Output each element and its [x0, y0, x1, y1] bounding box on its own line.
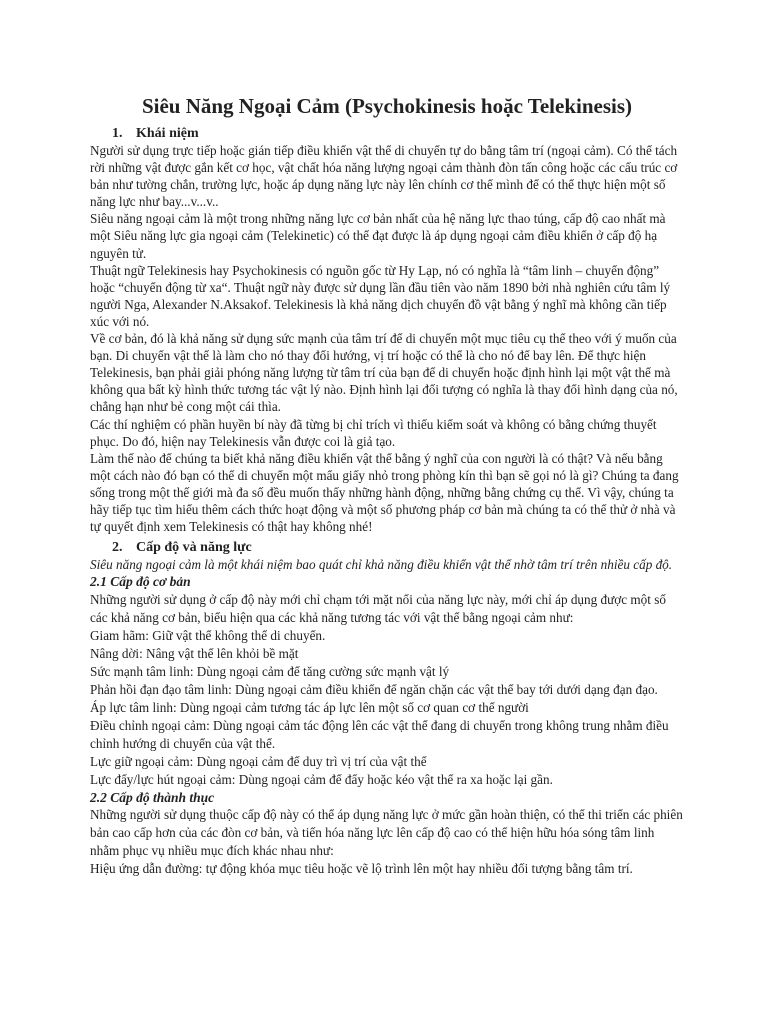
paragraph: Thuật ngữ Telekinesis hay Psychokinesis có nguồn gốc từ Hy Lạp, nó có nghĩa là “tâm linh – chuyển động” hoặc “chuyển động từ xa“. Thuật ngữ này được sử dụng lần đầu tiên vào năm 1890 bởi nhà nghiên cứu tâm lý người Nga, Alexander N.Aksakof. Telekinesis là khả năng dịch chuyển đồ vật bằng ý nghĩ mà không cần tiếp xúc với nó.	[90, 262, 671, 329]
section-number: 2.	[112, 540, 123, 556]
list-item: Sức mạnh tâm linh: Dùng ngoại cảm để tăng cường sức mạnh vật lý	[90, 663, 450, 679]
section-title: Khái niệm	[136, 126, 199, 141]
section-intro: Siêu năng ngoại cảm là một khái niệm bao quát chỉ khả năng điều khiển vật thể nhờ tâm trí trên nhiều cấp độ.	[90, 557, 673, 573]
subsection-intro: Những người sử dụng ở cấp độ này mới chỉ chạm tới mặt nổi của năng lực này, mới chỉ áp dụng được một số các khả năng cơ bản, biểu hiện qua các khả năng tương tác với vật thể bằng ngoại cảm như:	[90, 591, 666, 625]
section-title: Cấp độ và năng lực	[136, 540, 252, 556]
paragraph: Các thí nghiệm có phần huyền bí này đã từng bị chỉ trích vì thiếu kiểm soát và không có bằng chứng thuyết phục. Do đó, hiện nay Telekinesis vẫn được coi là giả tạo.	[90, 416, 657, 449]
subsection-heading-basic: 2.1 Cấp độ cơ bản	[90, 574, 191, 590]
list-item: Lực đẩy/lực hút ngoại cảm: Dùng ngoại cảm để đẩy hoặc kéo vật thể ra xa hoặc lại gần.	[90, 771, 553, 787]
paragraph: Làm thế nào để chúng ta biết khả năng điều khiển vật thể bằng ý nghĩ của con người là có thật? Và nếu bằng một cách nào đó bạn có thể di chuyển một mẩu giấy nhỏ trong phòng kín thì bạn sẽ gọi nó là gì? Chúng ta đang sống trong một thế giới mà đa số đều muốn thấy những hành động, những bằng chứng cụ thể. Vì vậy, chúng ta hãy tiếp tục tìm hiểu thêm cách thức hoạt động và một số phương pháp cơ bản mà chúng ta có thể thử ở nhà và tự quyết định xem Telekinesis có thật hay không nhé!	[90, 450, 679, 535]
paragraph: Siêu năng ngoại cảm là một trong những năng lực cơ bản nhất của hệ năng lực thao túng, cấp độ cao nhất mà một Siêu năng lực gia ngoại cảm (Telekinetic) có thể đạt được là áp dụng ngoại cảm điều khiển ở cấp độ hạ nguyên tử.	[90, 211, 666, 261]
paragraph: Về cơ bản, đó là khả năng sử dụng sức mạnh của tâm trí để di chuyển một mục tiêu cụ thể theo với ý muốn của bạn. Di chuyển vật thể là làm cho nó thay đổi hướng, vị trí hoặc có thể là cho nó để bay lên. Để thực hiện Telekinesis, bạn phải giải phóng năng lượng từ tâm trí của bạn để di chuyển hoặc định hình lại một vật thể mà không qua bất kỳ hình thức tương tác vật lý nào. Định hình lại đối tượng có nghĩa là thay đổi hình dạng của nó, chẳng hạn như bẻ cong một cái thìa.	[90, 331, 678, 415]
subsection-heading-mastery: 2.2 Cấp độ thành thục	[90, 789, 215, 805]
paragraph: Người sử dụng trực tiếp hoặc gián tiếp điều khiển vật thể di chuyển tự do bằng tâm trí (ngoại cảm). Có thể tách rời những vật được gắn kết cơ học, vật chất hóa năng lượng ngoại cảm thành đòn tấn công hoặc các cấu trúc cơ bản như tường chắn, trường lực, hoặc áp dụng năng lực này lên chính cơ thể mình để có thể thực hiện một số năng lực như bay...v...v..	[90, 143, 678, 210]
mastery-abilities-list	[90, 806, 684, 878]
section-heading-levels	[90, 539, 684, 556]
list-item: Nâng dời: Nâng vật thể lên khỏi bề mặt	[90, 645, 299, 661]
list-item: Hiệu ứng dẫn đường: tự động khóa mục tiêu hoặc vẽ lộ trình lên một hay nhiều đối tượng bằng tâm trí.	[90, 861, 633, 877]
list-item: Giam hãm: Giữ vật thể không thể di chuyển.	[90, 627, 326, 643]
list-item: Điều chỉnh ngoại cảm: Dùng ngoại cảm tác động lên các vật thể đang di chuyển trong không trung nhằm điều chỉnh hướng di chuyển của vật thể.	[90, 717, 669, 751]
section-heading-concept	[90, 125, 684, 142]
list-item: Phản hồi đạn đạo tâm linh: Dùng ngoại cảm điều khiển để ngăn chặn các vật thể bay tới dưới dạng đạn đạo.	[90, 681, 658, 697]
document-title: Siêu Năng Ngoại Cảm (Psychokinesis hoặc Telekinesis)	[141, 94, 633, 118]
basic-abilities-list	[90, 591, 684, 789]
subsection-intro: Những người sử dụng thuộc cấp độ này có thể áp dụng năng lực ở mức gần hoàn thiện, có thể thi triển các phiên bản cao cấp hơn của các đòn cơ bản, và tiến hóa năng lực lên cấp độ cao có thể hiện hữu hóa sóng tâm linh nhằm phục vụ nhiều mục đích khác nhau như:	[90, 807, 683, 859]
section-number: 1.	[112, 126, 123, 141]
list-item: Áp lực tâm linh: Dùng ngoại cảm tương tác áp lực lên một số cơ quan cơ thể người	[90, 699, 529, 715]
list-item: Lực giữ ngoại cảm: Dùng ngoại cảm để duy trì vị trí của vật thể	[90, 753, 427, 769]
